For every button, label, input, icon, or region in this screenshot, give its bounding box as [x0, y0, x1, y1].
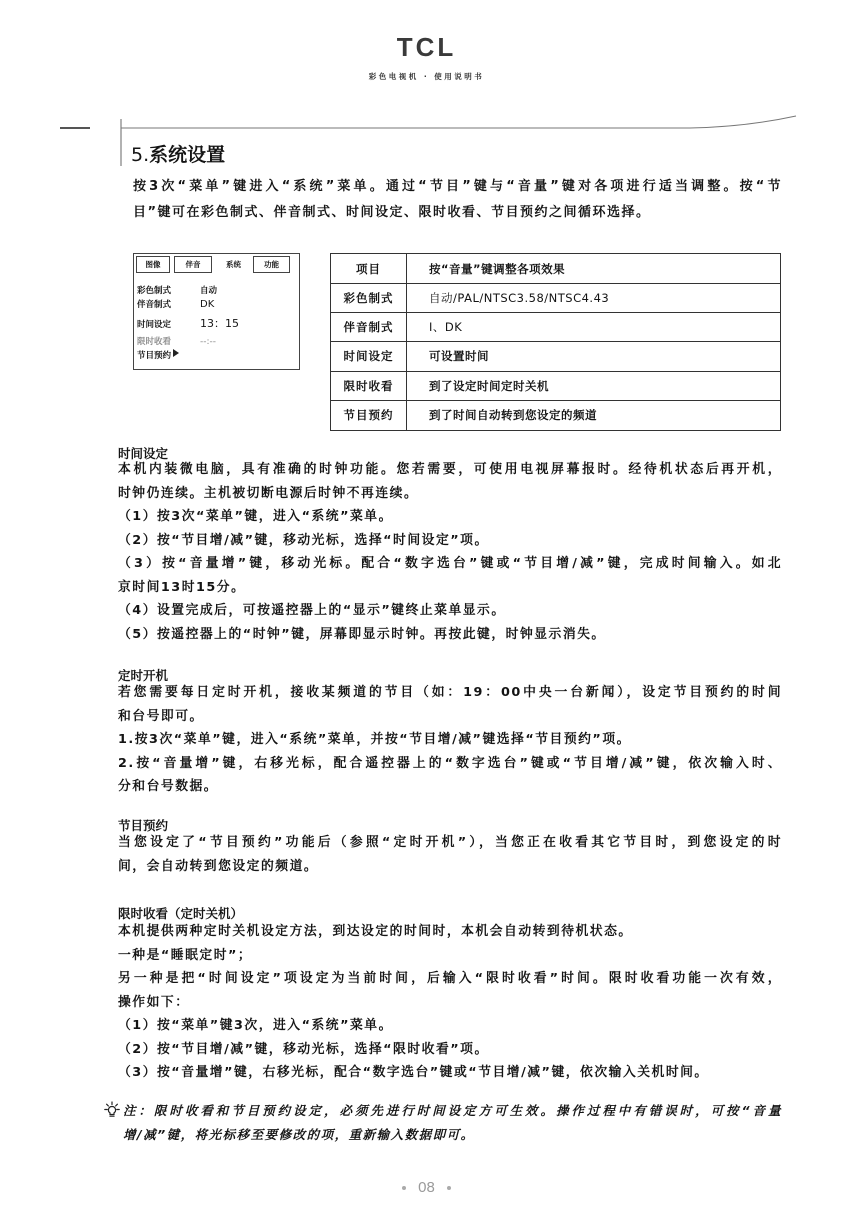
menu-item-color-system — [137, 281, 217, 294]
body-line: 京时间13时15分。 — [118, 579, 246, 595]
intro-line: 目”键可在彩色制式、伴音制式、时间设定、限时收看、节目预约之间循环选择。 — [133, 204, 651, 220]
subsection-body-time-setting — [118, 458, 782, 646]
settings-table — [330, 253, 781, 431]
table-cell-effect: I、DK — [407, 313, 780, 342]
menu-item-value: 自动 — [200, 285, 218, 296]
page-number — [0, 1177, 853, 1199]
body-line: 本机提供两种定时关机设定方法，到达设定的时间时，本机会自动转到待机状态。 — [118, 924, 633, 939]
body-line: 若您需要每日定时开机，接收某频道的节目（如：19：00中央一台新闻），设定节目预约的时间 — [118, 685, 782, 700]
intro-line: 按3次“菜单”键进入“系统”菜单。通过“节目”键与“音量”键对各项进行适当调整。按“节 — [133, 179, 782, 194]
body-line: 操作如下： — [118, 994, 190, 1010]
body-line: （2）按“节目增/减”键，移动光标，选择“时间设定”项。 — [118, 532, 489, 548]
arrow-right-icon — [173, 349, 179, 357]
subsection-heading-off-timer: 限时收看（定时关机） — [118, 906, 244, 921]
menu-item-label: 伴音制式 — [137, 299, 172, 310]
lightbulb-icon — [103, 1101, 121, 1119]
subsection-heading-program-reservation: 节目预约 — [118, 818, 169, 833]
table-cell-item: 伴音制式 — [331, 313, 407, 342]
body-line: （3）按“音量增”键，右移光标，配合“数字选台”键或“节目增/减”键，依次输入关机时间。 — [118, 1065, 709, 1080]
menu-item-value: 13：15 — [200, 316, 239, 330]
note-line: 注：限时收看和节目预约设定，必须先进行时间设定方可生效。操作过程中有错误时，可按“音量 — [123, 1103, 782, 1118]
body-line: 一种是“睡眠定时”； — [118, 947, 253, 963]
section-number: 5. — [131, 144, 150, 166]
body-line: （4）设置完成后，可按遥控器上的“显示”键终止菜单显示。 — [118, 603, 506, 618]
body-line: （3）按“音量增”键，移动光标。配合“数字选台”键或“节目增/减”键，完成时间输入。如北 — [118, 556, 782, 571]
menu-item-sound-system — [137, 295, 214, 308]
section-title-text: 系统设置 — [149, 144, 226, 166]
page-dot — [447, 1186, 451, 1190]
subsection-body-program-reservation — [118, 831, 782, 878]
body-line: 当您设定了“节目预约”功能后（参照“定时开机”），当您正在收看其它节目时，到您设定的时 — [118, 835, 782, 850]
note-line: 增/减”键，将光标移至要修改的项，重新输入数据即可。 — [123, 1127, 475, 1142]
tcl-logo: TCL — [396, 32, 457, 62]
body-line: 本机内装微电脑，具有准确的时钟功能。您若需要，可使用电视屏幕报时。经待机状态后再开机， — [118, 462, 782, 477]
page-dot — [402, 1186, 406, 1190]
page-number-text: 08 — [418, 1179, 435, 1196]
body-line: 分和台号数据。 — [118, 779, 219, 794]
menu-tab-picture: 图像 — [136, 256, 170, 273]
table-header-item: 项目 — [331, 254, 407, 284]
menu-item-label: 时间设定 — [137, 319, 172, 330]
body-line: （2）按“节目增/减”键，移动光标，选择“限时收看”项。 — [118, 1041, 489, 1057]
menu-item-label: 节目预约 — [137, 350, 172, 361]
table-cell-item: 时间设定 — [331, 342, 407, 371]
table-cell-effect: 到了设定时间定时关机 — [407, 372, 780, 401]
table-cell-effect: 可设置时间 — [407, 342, 780, 371]
table-cell-item: 限时收看 — [331, 372, 407, 401]
subsection-body-off-timer — [118, 920, 782, 1085]
table-cell-item: 节目预约 — [331, 401, 407, 430]
body-line: 时钟仍连续。主机被切断电源后时钟不再连续。 — [118, 485, 419, 501]
subsection-heading-time-setting: 时间设定 — [118, 446, 169, 461]
menu-item-value: DK — [200, 298, 215, 310]
menu-tab-system-active: 系统 — [226, 260, 241, 269]
intro-paragraph — [133, 174, 782, 225]
table-cell-effect: 到了时间自动转到您设定的频道 — [429, 408, 597, 423]
header-rule-line — [121, 116, 796, 128]
body-line: 和台号即可。 — [118, 708, 204, 724]
body-line: 间，会自动转到您设定的频道。 — [118, 858, 319, 874]
header-subtitle: 彩色电视机 · 使用说明书 — [368, 72, 485, 81]
table-cell-item: 彩色制式 — [331, 284, 407, 313]
body-line: 另一种是把“时间设定”项设定为当前时间，后输入“限时收看”时间。限时收看功能一次有效， — [118, 971, 782, 986]
table-cell-effect: 自动/PAL/NTSC3.58/NTSC4.43 — [407, 284, 780, 313]
note-text — [123, 1099, 782, 1147]
section-title — [131, 142, 225, 169]
body-line: 1.按3次“菜单”键，进入“系统”菜单，并按“节目增/减”键选择“节目预约”项。 — [118, 732, 631, 747]
subsection-body-timed-power-on — [118, 681, 782, 799]
body-line: （1）按“菜单”键3次，进入“系统”菜单。 — [118, 1018, 393, 1033]
menu-item-label: 彩色制式 — [137, 285, 172, 296]
subsection-heading-timed-power-on: 定时开机 — [118, 668, 169, 683]
body-line: （1）按3次“菜单”键，进入“系统”菜单。 — [118, 509, 393, 524]
menu-item-label: 限时收看 — [137, 336, 172, 347]
menu-tab-function: 功能 — [253, 256, 290, 273]
body-line: 2.按“音量增”键，右移光标，配合遥控器上的“数字选台”键或“节目增/减”键，依次输入时、 — [118, 755, 782, 771]
header-rule-lines — [0, 0, 853, 180]
menu-item-value: --:-- — [200, 336, 217, 347]
body-line: （5）按遥控器上的“时钟”键，屏幕即显示时钟。再按此键，时钟显示消失。 — [118, 626, 606, 642]
table-header-effect: 按“音量”键调整各项效果 — [407, 254, 780, 284]
menu-item-off-timer — [137, 332, 216, 345]
osd-menu-illustration — [133, 253, 300, 370]
menu-item-program-reservation — [137, 346, 179, 359]
menu-tab-sound: 伴音 — [174, 256, 212, 273]
menu-item-time-setting — [137, 315, 239, 328]
